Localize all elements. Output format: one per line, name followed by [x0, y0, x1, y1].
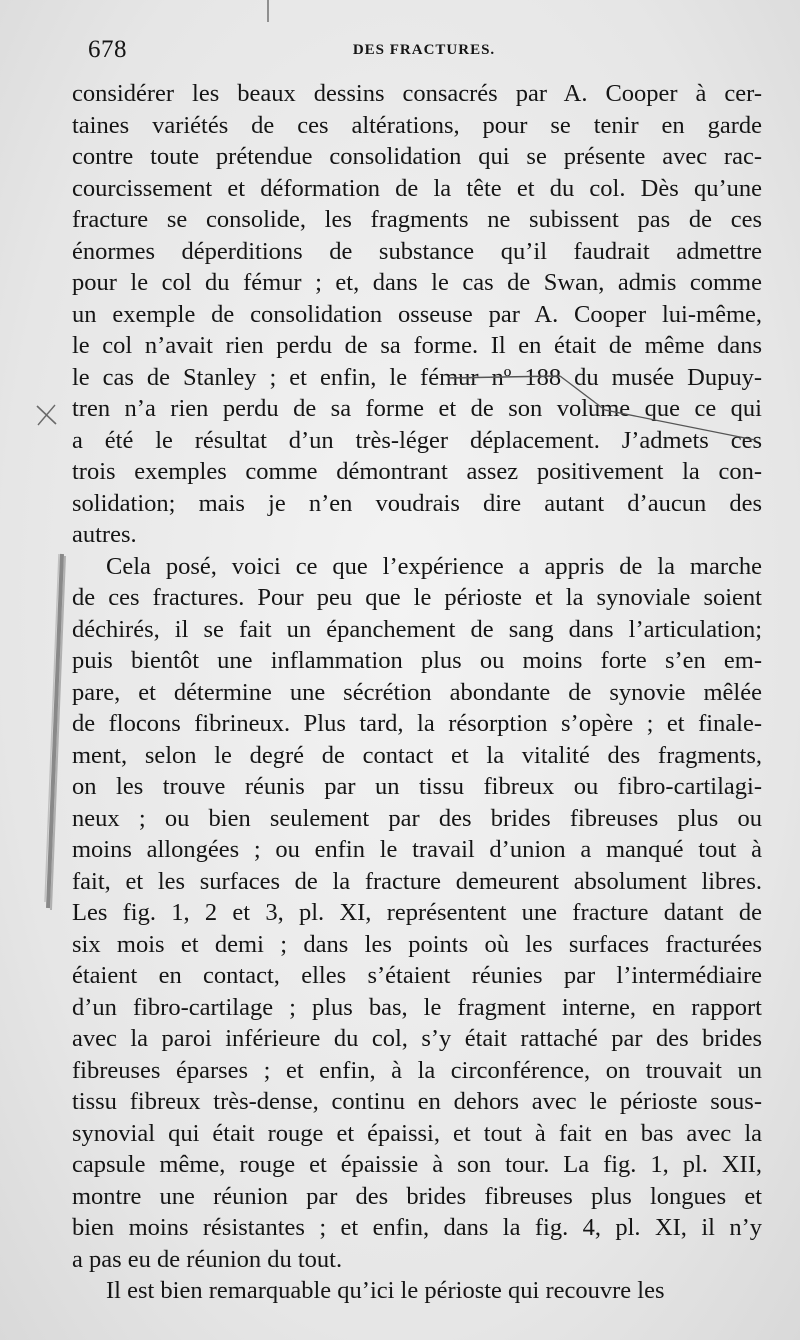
text-line: Il est bien remarquable qu’ici le périoste qui recouvre les [106, 1277, 665, 1304]
text-line: pour le col du fémur ; et, dans le cas de Swan, admis comme [72, 269, 762, 296]
text-line: capsule même, rouge et épaissie à son tour. La fig. 1, pl. XII, [72, 1151, 762, 1178]
text-line: contre toute prétendue consolidation qui se présente avec rac- [72, 143, 762, 170]
text-line: déchirés, il se fait un épanchement de sang dans l’articulation; [72, 615, 762, 643]
text-line: Cela posé, voici ce que l’expérience a appris de la marche [106, 552, 762, 580]
text-line: tissu fibreux très-dense, continu en dehors avec le périoste sous- [72, 1088, 762, 1115]
print-mark [266, 0, 270, 22]
text-line: synovial qui était rouge et épaissi, et tout à fait en bas avec la [72, 1119, 762, 1147]
text-line: le cas de Stanley ; et enfin, le fémur nº 188 du musée Dupuy- [72, 363, 762, 391]
text-line: moins allongées ; ou enfin le travail d’union a manqué tout à [72, 836, 762, 863]
text-line: a été le résultat d’un très-léger déplacement. J’admets ces [72, 426, 762, 454]
text-line: tren n’a rien perdu de sa forme et de son volume que ce qui [72, 395, 762, 422]
text-line: avec la paroi inférieure du col, s’y était rattaché par des brides [72, 1025, 762, 1052]
text-line: bien moins résistantes ; et enfin, dans la fig. 4, pl. XI, il n’y [72, 1214, 762, 1241]
text-line: six mois et demi ; dans les points où les surfaces fracturées [72, 930, 762, 958]
text-line: d’un fibro-cartilage ; plus bas, le fragment interne, en rapport [72, 993, 762, 1021]
text-line: Les fig. 1, 2 et 3, pl. XI, représentent une fracture datant de [72, 899, 762, 926]
text-line: pare, et détermine une sécrétion abondante de synovie mêlée [72, 678, 762, 706]
text-line: puis bientôt une inflammation plus ou moins forte s’en em- [72, 647, 762, 674]
page-number: 678 [88, 36, 127, 63]
text-line: ment, selon le degré de contact et la vitalité des fragments, [72, 741, 762, 769]
text-line: neux ; ou bien seulement par des brides fibreuses plus ou [72, 804, 762, 832]
text-line: trois exemples comme démontrant assez positivement la con- [72, 458, 762, 485]
text-line: énormes déperditions de substance qu’il faudrait admettre [72, 237, 762, 265]
text-line: fracture se consolide, les fragments ne subissent pas de ces [72, 206, 762, 233]
text-line: étaient en contact, elles s’étaient réunies par l’intermédiaire [72, 962, 762, 989]
page-header [88, 36, 760, 70]
text-line: on les trouve réunis par un tissu fibreux ou fibro-cartilagi- [72, 773, 762, 800]
text-line: courcissement et déformation de la tête et du col. Dès qu’une [72, 174, 762, 202]
text-line: fait, et les surfaces de la fracture demeurent absolument libres. [72, 867, 762, 895]
text-line: taines variétés de ces altérations, pour se tenir en garde [72, 111, 762, 139]
text-line: a pas eu de réunion du tout. [72, 1245, 343, 1273]
text-line: autres. [72, 521, 137, 548]
text-line: un exemple de consolidation osseuse par A. Cooper lui-même, [72, 300, 762, 328]
pencil-margin-line [40, 552, 70, 912]
text-line: fibreuses éparses ; et enfin, à la circonférence, on trouvait un [72, 1056, 762, 1084]
text-line: de flocons fibrineux. Plus tard, la résorption s’opère ; et finale- [72, 710, 762, 737]
text-line: le col n’avait rien perdu de sa forme. Il en était de même dans [72, 332, 762, 359]
running-head: DES FRACTURES. [352, 42, 496, 58]
body-text [72, 78, 762, 1307]
text-line: considérer les beaux dessins consacrés par A. Cooper à cer- [72, 80, 762, 107]
text-line: montre une réunion par des brides fibreuses plus longues et [72, 1182, 762, 1210]
text-line: de ces fractures. Pour peu que le périoste et la synoviale soient [72, 584, 762, 611]
text-line: solidation; mais je n’en voudrais dire autant d’aucun des [72, 489, 762, 517]
pencil-x-mark [34, 402, 60, 428]
